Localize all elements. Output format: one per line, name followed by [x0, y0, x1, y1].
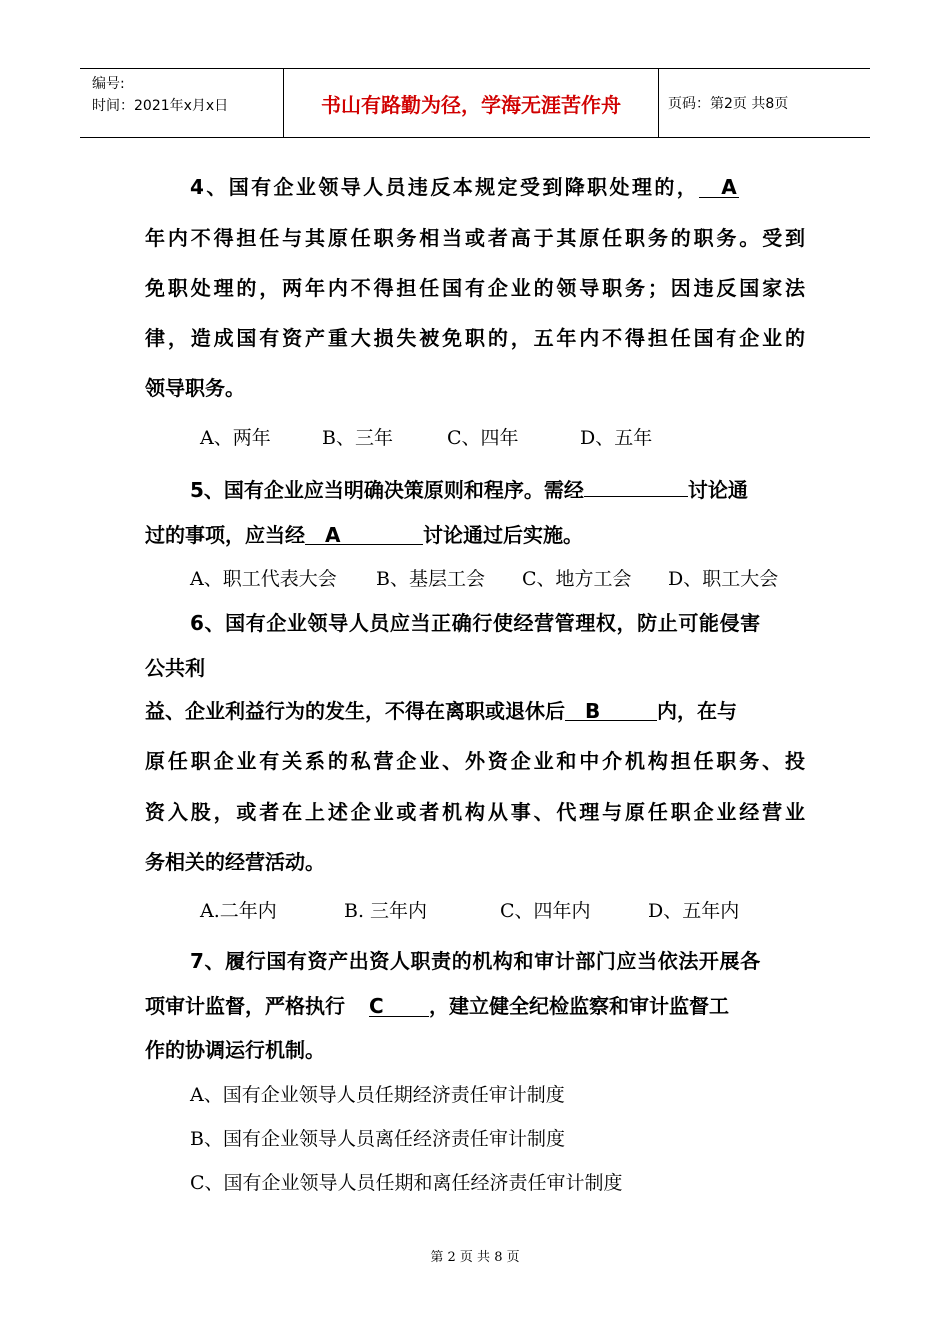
q5-option-c: C、地方工会	[522, 568, 632, 590]
q7-option-a: A、国有企业领导人员任期经济责任审计制度	[190, 1084, 565, 1106]
q6-text-end: 内，在与	[657, 699, 737, 723]
q6-line-3	[145, 695, 737, 724]
q5-text-end: 讨论通	[687, 478, 748, 502]
q7-line-1: 7、履行国有资产出资人职责的机构和审计部门应当依法开展各	[190, 949, 761, 973]
q6-option-a: A.二年内	[200, 900, 277, 922]
header-motto: 书山有路勤为径，学海无涯苦作舟	[283, 69, 659, 137]
q4-line-2: 年内不得担任与其原任职务相当或者高于其原任职务的职务。受到	[145, 226, 805, 250]
q5-text: 5、国有企业应当明确决策原则和程序。需经	[190, 478, 584, 502]
q4-text: 4、国有企业领导人员违反本规定受到降职处理的，	[190, 175, 700, 199]
q7-text: 项审计监督，严格执行	[145, 994, 345, 1018]
q6-line-2: 公共利	[145, 656, 205, 680]
q7-text-end: ，建立健全纪检监察和审计监督工	[429, 994, 729, 1018]
q6-text: 益、企业利益行为的发生，不得在离职或退休后	[145, 699, 565, 723]
page-footer: 第 2 页 共 8 页	[430, 1250, 520, 1265]
q6-line-4: 原任职企业有关系的私营企业、外资企业和中介机构担任职务、投	[145, 749, 805, 773]
q6-line-5: 资入股，或者在上述企业或者机构从事、代理与原任职企业经营业	[145, 800, 805, 824]
q5-text-3: 讨论通过后实施。	[423, 523, 583, 547]
q4-option-d: D、五年	[580, 427, 653, 449]
number-label: 编号:	[92, 76, 125, 92]
q6-option-c: C、四年内	[500, 900, 591, 922]
q7-option-c: C、国有企业领导人员任期和离任经济责任审计制度	[190, 1172, 623, 1194]
header-page-code: 页码：第2页 共8页	[668, 96, 789, 112]
q7-line-3: 作的协调运行机制。	[145, 1038, 325, 1062]
q4-line-5: 领导职务。	[145, 376, 245, 400]
q5-answer-blank: A	[305, 523, 423, 545]
q5-option-d: D、职工大会	[668, 568, 779, 590]
q6-option-d: D、五年内	[648, 900, 740, 922]
q4-line-4: 律，造成国有资产重大损失被免职的，五年内不得担任国有企业的	[145, 326, 805, 350]
q4-answer-blank: A	[699, 175, 739, 198]
q5-line-2	[145, 519, 583, 548]
q6-answer-blank: B	[565, 699, 657, 721]
q5-option-b: B、基层工会	[376, 568, 485, 590]
q6-line-6: 务相关的经营活动。	[145, 850, 325, 874]
header-meta	[92, 73, 228, 117]
q6-option-b: B. 三年内	[344, 900, 428, 922]
q4-option-c: C、四年	[447, 427, 519, 449]
q4-option-a: A、两年	[200, 427, 271, 449]
q7-option-b: B、国有企业领导人员离任经济责任审计制度	[190, 1128, 565, 1150]
q7-answer-blank: C	[369, 994, 429, 1017]
date-label: 时间：2021年x月x日	[92, 98, 229, 114]
q5-blank-1	[584, 474, 688, 497]
q5-option-a: A、职工代表大会	[190, 568, 337, 590]
q4-line-3: 免职处理的，两年内不得担任国有企业的领导职务；因违反国家法	[145, 276, 805, 300]
q7-line-2	[145, 990, 729, 1019]
q4-option-b: B、三年	[322, 427, 393, 449]
q5-line-1	[190, 474, 748, 503]
page-header	[80, 68, 870, 138]
q4-line-1	[190, 171, 739, 200]
q5-text-2: 过的事项，应当经	[145, 523, 305, 547]
q6-line-1: 6、国有企业领导人员应当正确行使经营管理权，防止可能侵害	[190, 611, 761, 635]
